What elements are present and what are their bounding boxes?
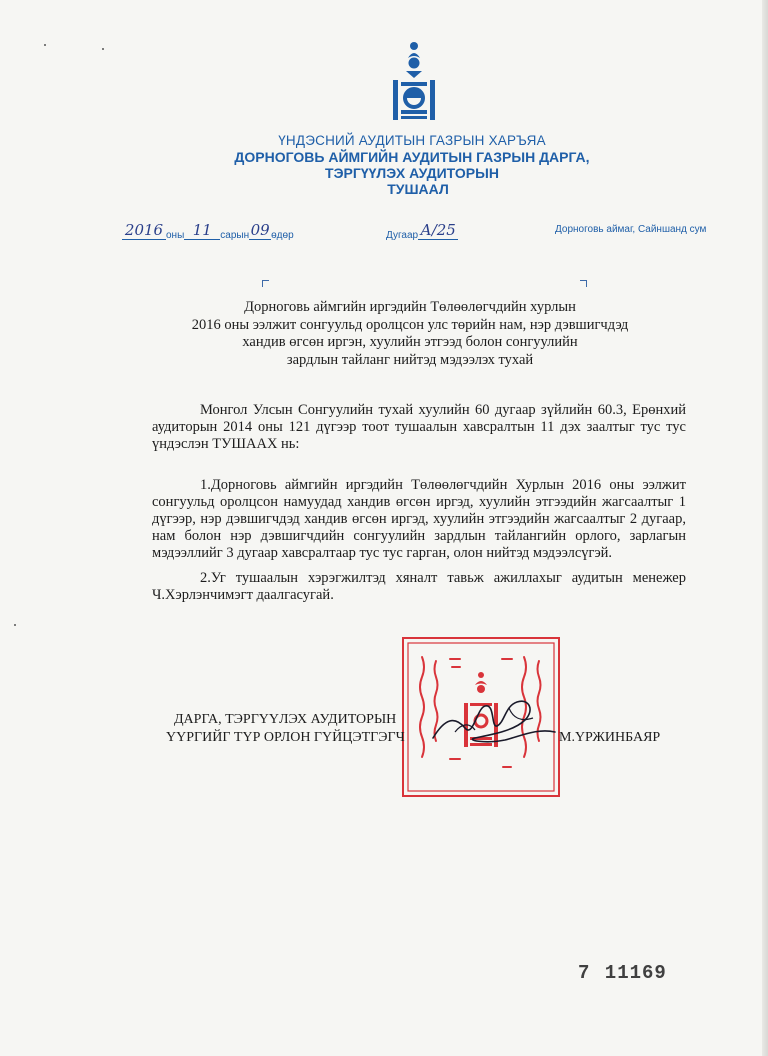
header-line-2: ДОРНОГОВЬ АЙМГИЙН АУДИТЫН ГАЗРЫН ДАРГА, bbox=[234, 149, 590, 165]
header-line-1: ҮНДЭСНИЙ АУДИТЫН ГАЗРЫН ХАРЪЯА bbox=[278, 133, 546, 148]
date-day: 09 bbox=[250, 221, 270, 239]
document-type-title: ТУШААЛ bbox=[387, 181, 449, 197]
order-number: А/25 bbox=[418, 221, 458, 240]
signatory-title-line-2: ҮҮРГИЙГ ТҮР ОРЛОН ГҮЙЦЭТГЭГЧ bbox=[166, 730, 405, 745]
signatory-name: М.ҮРЖИНБАЯР bbox=[559, 730, 661, 745]
date-month-suffix: сарын bbox=[220, 230, 250, 241]
preamble-paragraph: Монгол Улсын Сонгуулийн тухай хуулийн 60 дугаар зүйлийн 60.3, Ерөнхий аудиторын 2014 оны 121 дүгээр тоот тушаалын хавсралтын 11 дэх заалтыг тус тус үндэслэн ТУШААХ нь: bbox=[152, 402, 686, 452]
scan-speck bbox=[44, 44, 46, 46]
title-corner-mark-right bbox=[580, 280, 587, 287]
date-year-suffix: оны bbox=[166, 230, 185, 241]
title-line: зардлын тайланг нийтэд мэдээлэх тухай bbox=[286, 351, 534, 368]
date-day-suffix: өдөр bbox=[271, 230, 294, 241]
scan-speck bbox=[102, 48, 104, 50]
date-month: 11 bbox=[184, 221, 220, 240]
document-serial-number: 7 11169 bbox=[578, 962, 667, 984]
order-item-1: 1.Дорноговь аймгийн иргэдийн Төлөөлөгчдийн Хурлын 2016 оны ээлжит сонгуульд оролцсон намуудад хандив өгсөн иргэд, хуулийн этгээдийн жагсаалтыг 1 дүгээр, нэр дэвшигчдэд хандив өгсөн иргэд, хуулийн этгээдийн жагсаалтыг 2 дугаар, нам болон нэр дэвшигчдийн сонгуулийн зардлын тайлангийн орлого, зарлагын мэдээллийг 3 дугаар хавсралтаар тус тус гарган, олон нийтэд мэдээлсүгэй. bbox=[152, 477, 686, 561]
handwritten-signature bbox=[425, 688, 565, 758]
order-number-field bbox=[386, 221, 458, 243]
title-line: 2016 оны ээлжит сонгуульд оролцсон улс төрийн нам, нэр дэвшигчдэд bbox=[191, 316, 629, 333]
location-text: Дорноговь аймаг, Сайншанд сум bbox=[555, 224, 707, 235]
order-number-label: Дугаар bbox=[386, 230, 419, 241]
date-year: 2016 bbox=[122, 221, 166, 240]
order-subject-title bbox=[140, 299, 680, 369]
order-item-2: 2.Уг тушаалын хэрэгжилтэд хяналт тавьж ажиллахыг аудитын менежер Ч.Хэрлэнчимэгт даалгасугай. bbox=[152, 570, 686, 603]
title-line: хандив өгсөн иргэн, хуулийн этгээд болон сонгуулийн bbox=[242, 334, 578, 350]
title-corner-mark-left bbox=[262, 280, 269, 287]
date-field bbox=[122, 221, 294, 243]
signatory-title-line-1: ДАРГА, ТЭРГҮҮЛЭХ АУДИТОРЫН bbox=[174, 712, 397, 727]
soyombo-emblem-icon bbox=[389, 40, 439, 124]
scan-speck bbox=[14, 624, 16, 626]
header-line-3: ТЭРГҮҮЛЭХ АУДИТОРЫН bbox=[325, 165, 499, 181]
title-line: Дорноговь аймгийн иргэдийн Төлөөлөгчдийн хурлын bbox=[244, 299, 576, 315]
